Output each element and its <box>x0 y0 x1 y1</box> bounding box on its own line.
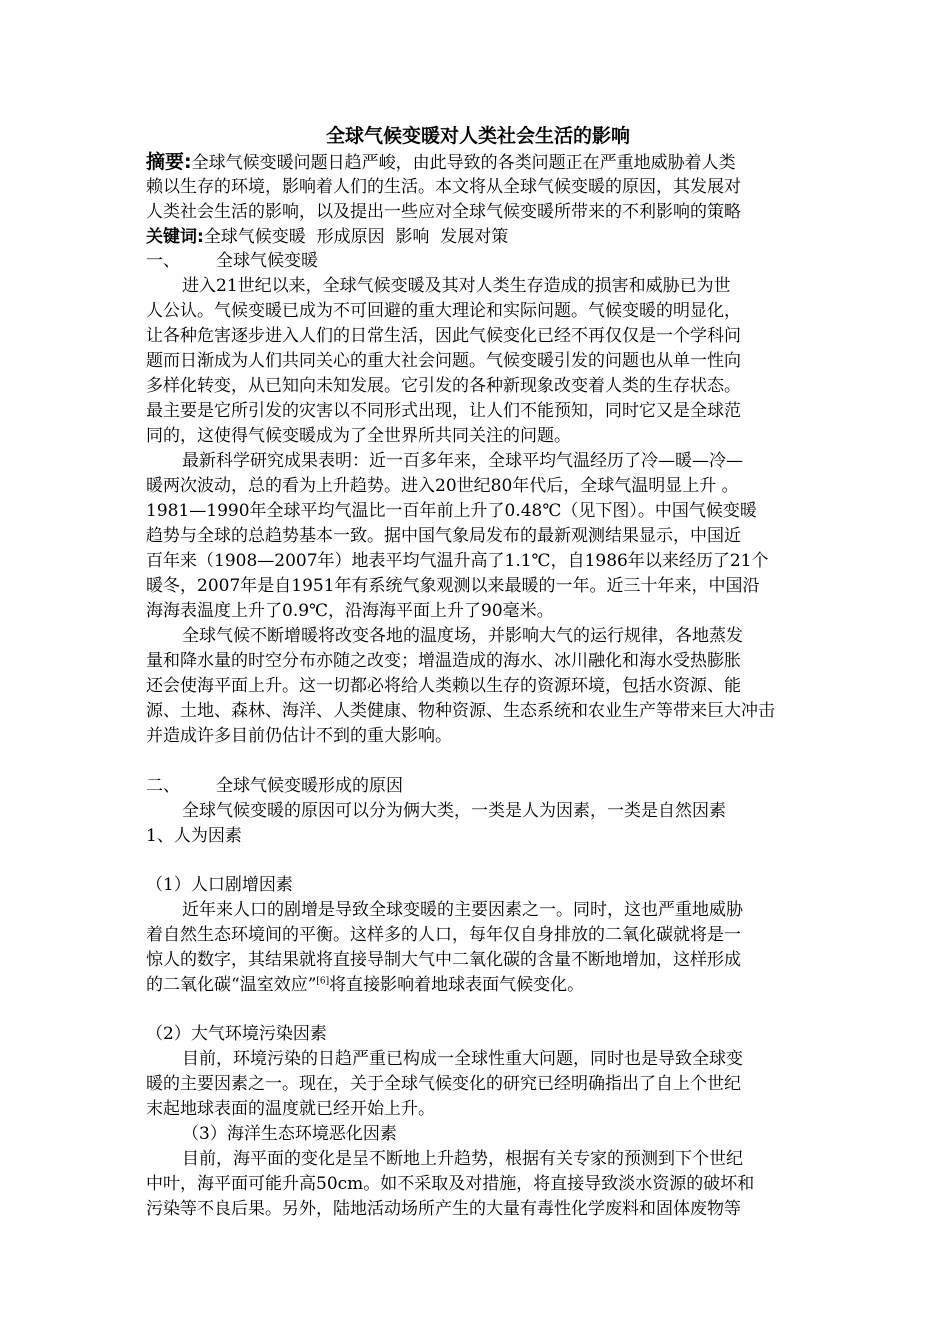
s1-p1-line-4: 题而日渐成为人们共同关心的重大社会问题。气候变暖引发的问题也从单一性向 <box>146 351 741 371</box>
keywords-text: 全球气候变暖 形成原因 影响 发展对策 <box>203 227 509 247</box>
section2-intro: 全球气候变暖的原因可以分为俩大类，一类是人为因素，一类是自然因素 <box>182 801 726 821</box>
s1-p2-line-3: 1981—1990年全球平均气温比一百年前上升了0.48℃（见下图）。中国气候变暖 <box>146 501 757 521</box>
item1-line-2: 着自然生态环境间的平衡。这样多的人口，每年仅自身排放的二氧化碳就将是一 <box>146 925 741 945</box>
item1-line-3: 惊人的数字，其结果就将直接导制大气中二氧化碳的含量不断地增加，这样形成 <box>146 950 741 970</box>
abstract-text-1: 全球气候变暖问题日趋严峻，由此导致的各类问题正在严重地威胁着人类 <box>191 153 736 173</box>
item3-heading: （3）海洋生态环境恶化因素 <box>182 1124 397 1144</box>
item2-line-1: 目前，环境污染的日趋严重已构成一全球性重大问题，同时也是导致全球变 <box>182 1049 743 1069</box>
s1-p3-line-5: 并造成许多目前仍估计不到的重大影响。 <box>146 726 452 746</box>
item3-line-2: 中叶，海平面可能升高50cm。如不采取及对措施，将直接导致淡水资源的破坏和 <box>146 1174 755 1194</box>
section1-title: 全球气候变暖 <box>216 251 318 271</box>
s1-p2-line-6: 暖冬，2007年是自1951年有系统气象观测以来最暖的一年。近三十年来，中国沿 <box>146 576 760 596</box>
item2-line-3: 末起地球表面的温度就已经开始上升。 <box>146 1099 435 1119</box>
item2-heading: （2）大气环境污染因素 <box>146 1024 327 1044</box>
s1-p2-line-7: 海海表温度上升了0.9℃，沿海海平面上升了90毫米。 <box>146 601 554 621</box>
keywords-label: 关键词: <box>146 227 204 247</box>
item1-line-4 <box>146 973 810 997</box>
document-title: 全球气候变暖对人类社会生活的影响 <box>325 125 630 147</box>
item1-line-4-text: 的二氧化碳“温室效应” <box>146 975 317 995</box>
s1-p1-line-1: 进入21世纪以来，全球气候变暖及其对人类生存造成的损害和威胁已为世 <box>182 276 731 296</box>
s1-p2-line-5: 百年来（1908—2007年）地表平均气温升高了1.1℃，自1986年以来经历了21个 <box>146 551 769 571</box>
s1-p1-line-5: 多样化转变，从已知向未知发展。它引发的各种新现象改变着人类的生存状态。 <box>146 376 741 396</box>
abstract-line-1 <box>146 150 810 175</box>
citation-mark: [6] <box>316 976 330 987</box>
section1-number: 一、 <box>146 251 180 271</box>
s1-p3-line-3: 还会使海平面上升。这一切都必将给人类赖以生存的资源环境，包括水资源、能 <box>146 676 741 696</box>
s1-p1-line-3: 让各种危害逐步进入人们的日常生活，因此气候变化已经不再仅仅是一个学科问 <box>146 326 741 346</box>
item1-heading: （1）人口剧增因素 <box>146 875 293 895</box>
item1-line-4-rest: 将直接影响着地球表面气候变化。 <box>329 975 585 995</box>
item3-line-3: 污染等不良后果。另外，陆地活动场所产生的大量有毒性化学废料和固体废物等 <box>146 1199 741 1219</box>
item3-line-1: 目前，海平面的变化是呈不断地上升趋势，根据有关专家的预测到下个世纪 <box>182 1149 743 1169</box>
section1-heading <box>146 249 810 273</box>
section2-heading <box>146 774 810 798</box>
section2-number: 二、 <box>146 776 180 796</box>
s1-p3-line-4: 源、土地、森林、海洋、人类健康、物种资源、生态系统和农业生产等带来巨大冲击 <box>146 701 775 721</box>
s1-p3-line-2: 量和降水量的时空分布亦随之改变；增温造成的海水、冰川融化和海水受热膨胀 <box>146 651 741 671</box>
item2-line-2: 暖的主要因素之一。现在，关于全球气候变化的研究已经明确指出了自上个世纪 <box>146 1074 741 1094</box>
abstract-line-2: 赖以生存的环境，影响着人们的生活。本文将从全球气候变暖的原因，其发展对 <box>146 177 741 197</box>
s1-p2-line-2: 暖两次波动，总的看为上升趋势。进入20世纪80年代后，全球气温明显上升 。 <box>146 476 739 496</box>
section2-title: 全球气候变暖形成的原因 <box>216 776 403 796</box>
abstract-line-3: 人类社会生活的影响，以及提出一些应对全球气候变暖所带来的不利影响的策略 <box>146 202 741 222</box>
s1-p3-line-1: 全球气候不断增暖将改变各地的温度场，并影响大气的运行规律，各地蒸发 <box>182 626 743 646</box>
s1-p1-line-2: 人公认。气候变暖已成为不可回避的重大理论和实际问题。气候变暖的明显化， <box>146 301 741 321</box>
section2-subheading-1: 1、人为因素 <box>146 826 242 846</box>
s1-p1-line-7: 同的，这使得气候变暖成为了全世界所共同关注的问题。 <box>146 426 571 446</box>
s1-p2-line-1: 最新科学研究成果表明：近一百多年来，全球平均气温经历了冷—暖—冷— <box>182 451 743 471</box>
abstract-label: 摘要: <box>146 151 192 173</box>
s1-p2-line-4: 趋势与全球的总趋势基本一致。据中国气象局发布的最新观测结果显示，中国近 <box>146 526 741 546</box>
s1-p1-line-6: 最主要是它所引发的灾害以不同形式出现，让人们不能预知，同时它又是全球范 <box>146 401 741 421</box>
keywords-line <box>146 225 810 249</box>
item1-line-1: 近年来人口的剧增是导致全球变暖的主要因素之一。同时，这也严重地威胁 <box>182 900 743 920</box>
